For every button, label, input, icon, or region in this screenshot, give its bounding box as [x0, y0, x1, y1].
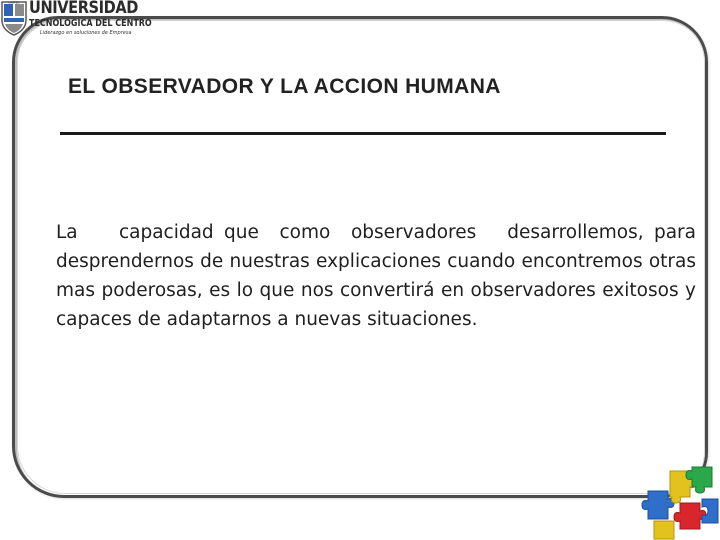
puzzle-piece-yellow-small	[654, 521, 674, 539]
puzzle-pieces-icon	[640, 463, 720, 540]
title-divider	[60, 132, 666, 135]
puzzle-piece-blue	[642, 491, 674, 519]
logo-subtitle: TECNOLOGICA DEL CENTRO	[29, 18, 152, 29]
logo-tagline: Liderazgo en soluciones de Empresa	[40, 30, 132, 36]
puzzle-piece-red	[674, 503, 706, 529]
university-logo	[0, 0, 152, 40]
logo-title: UNIVERSIDAD	[29, 0, 138, 18]
svg-text:UNITEC: UNITEC	[8, 0, 20, 5]
shield-icon	[0, 0, 28, 36]
slide-title: EL OBSERVADOR Y LA ACCION HUMANA	[68, 75, 501, 98]
slide-paragraph: La capacidad que como observadores desarrollemos, para desprendernos de nuestras explicaciones cuando encontremos otras mas poderosas, es lo que nos convertirá en observadores exitosos y capaces de adaptarnos a nuevas situaciones.	[56, 222, 702, 330]
